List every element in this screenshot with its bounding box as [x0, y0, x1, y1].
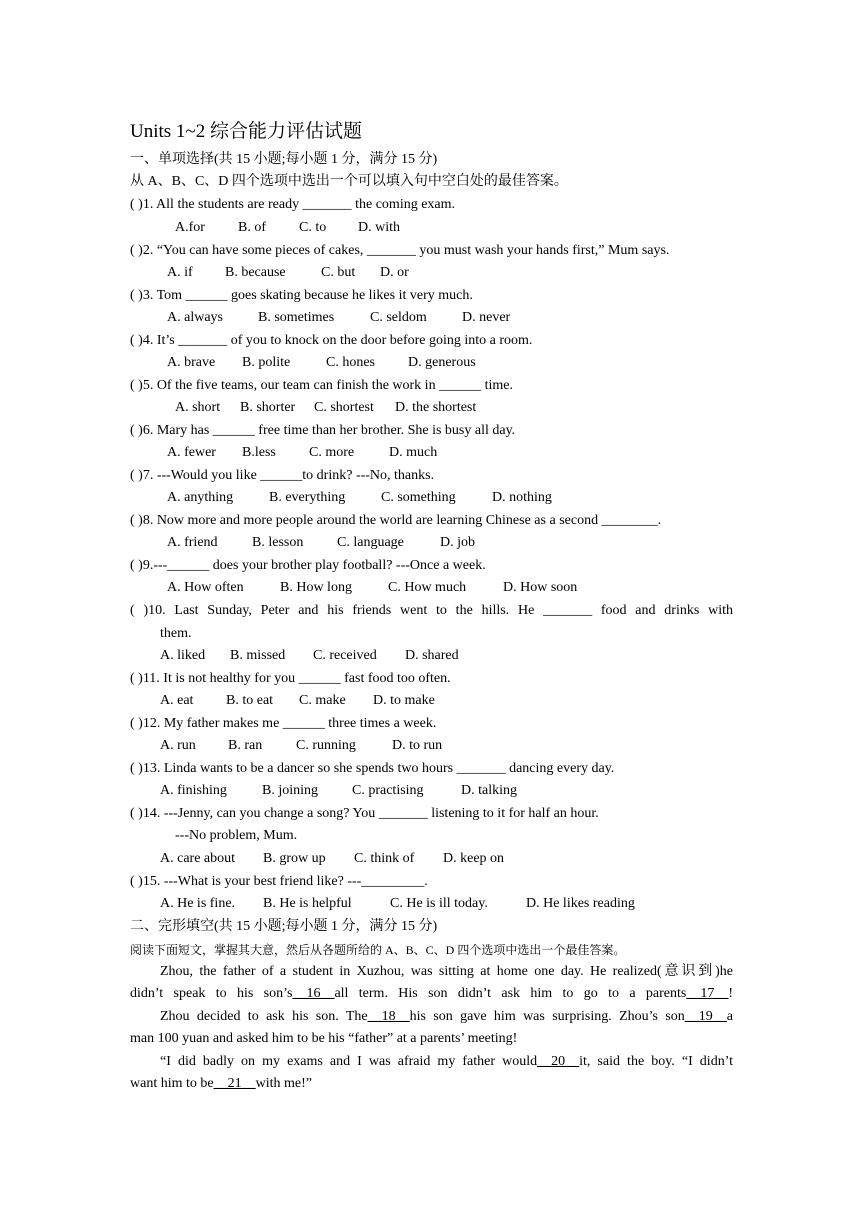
option-b: B. grow up [263, 851, 326, 866]
option-b: B. missed [230, 648, 286, 663]
option-c: C. How much [388, 580, 467, 595]
option-b: B. to eat [226, 693, 274, 708]
passage-text: a [726, 1009, 733, 1024]
passage-text: “I did badly on my exams and I was afraid my father would [160, 1054, 538, 1069]
passage-line: Zhou, the father of a student in Xuzhou, was sitting at home one day. He realized(意识到)he [160, 964, 733, 979]
passage-text: it, said the boy. “I didn’t [579, 1054, 733, 1069]
option-c: C. running [296, 738, 356, 753]
question-4: ( )4. It’s _______ of you to knock on the door before going into a room. [130, 333, 533, 348]
blank-19: __19__ [684, 1009, 727, 1024]
passage-text: all term. His son didn’t ask him to go to a parents [334, 986, 687, 1001]
option-c: C. more [309, 445, 355, 460]
option-c: C. to [299, 220, 327, 235]
blank-17: __17__ [686, 986, 729, 1001]
passage-line [160, 1053, 733, 1071]
option-d: D. to run [392, 738, 443, 753]
option-a: A. always [167, 310, 223, 325]
option-c: C. make [299, 693, 346, 708]
option-a: A. fewer [167, 445, 216, 460]
option-d: D. never [462, 310, 511, 325]
question-14: ( )14. ---Jenny, can you change a song? You _______ listening to it for half an hour. [130, 806, 599, 821]
question-1: ( )1. All the students are ready _______ the coming exam. [130, 197, 456, 212]
option-b: B. of [238, 220, 266, 235]
question-8: ( )8. Now more and more people around the world are learning Chinese as a second ________. [130, 513, 662, 528]
section1-heading: 一、单项选择(共 15 小题;每小题 1 分，满分 15 分) [130, 152, 438, 167]
option-b: B. How long [280, 580, 352, 595]
option-d: D. or [380, 265, 409, 280]
option-c: C. hones [326, 355, 375, 370]
question-15: ( )15. ---What is your best friend like? ---_________. [130, 874, 428, 889]
option-c: C. seldom [370, 310, 427, 325]
option-d: D. keep on [443, 851, 505, 866]
option-d: D. to make [373, 693, 435, 708]
option-c: C. something [381, 490, 456, 505]
question-6: ( )6. Mary has ______ free time than her brother. She is busy all day. [130, 423, 516, 438]
question-10-continued: them. [160, 626, 192, 641]
question-14-continued: ---No problem, Mum. [175, 828, 298, 843]
option-d: D. shared [405, 648, 459, 663]
option-d: D. talking [461, 783, 517, 798]
question-2: ( )2. “You can have some pieces of cakes, _______ you must wash your hands first,” Mum says. [130, 243, 670, 258]
passage-line [130, 985, 733, 1003]
option-b: B. everything [269, 490, 346, 505]
option-b: B. He is helpful [263, 896, 352, 911]
option-a: A. anything [167, 490, 234, 505]
option-b: B. shorter [240, 400, 296, 415]
question-3: ( )3. Tom ______ goes skating because he likes it very much. [130, 288, 473, 303]
option-b: B. polite [242, 355, 291, 370]
option-d: D. job [440, 535, 475, 550]
option-a: A. friend [167, 535, 218, 550]
option-c: C. think of [354, 851, 415, 866]
option-a: A. liked [160, 648, 206, 663]
passage-text: his son gave him was surprising. Zhou’s son [409, 1009, 685, 1024]
section1-instruction: 从 A、B、C、D 四个选项中选出一个可以填入句中空白处的最佳答案。 [130, 174, 568, 189]
passage-text: want him to be [130, 1076, 214, 1091]
option-c: C. practising [352, 783, 424, 798]
passage-text: Zhou decided to ask his son. The [160, 1009, 368, 1024]
question-5: ( )5. Of the five teams, our team can finish the work in ______ time. [130, 378, 513, 393]
option-a: A. if [167, 265, 193, 280]
option-d: D. nothing [492, 490, 552, 505]
question-11: ( )11. It is not healthy for you ______ fast food too often. [130, 671, 451, 686]
option-b: B. joining [262, 783, 319, 798]
option-a: A. short [175, 400, 221, 415]
section2-instruction: 阅读下面短文，掌握其大意，然后从各题所给的 A、B、C、D 四个选项中选出一个最佳答案。 [130, 943, 626, 957]
question-7: ( )7. ---Would you like ______to drink? ---No, thanks. [130, 468, 435, 483]
option-a: A. brave [167, 355, 216, 370]
option-c: C. language [337, 535, 404, 550]
option-d: D. much [389, 445, 438, 460]
option-a: A. He is fine. [160, 896, 236, 911]
blank-20: __20__ [537, 1054, 580, 1069]
option-a: A. eat [160, 693, 194, 708]
option-d: D. with [358, 220, 400, 235]
question-12: ( )12. My father makes me ______ three times a week. [130, 716, 437, 731]
option-b: B. ran [228, 738, 263, 753]
section2-heading: 二、完形填空(共 15 小题;每小题 1 分，满分 15 分) [130, 919, 438, 934]
option-a: A. How often [167, 580, 244, 595]
option-c: C. shortest [314, 400, 374, 415]
passage-text: ! [728, 986, 733, 1001]
passage-line [130, 1075, 312, 1093]
option-d: D. He likes reading [526, 896, 635, 911]
passage-line [160, 1008, 733, 1026]
page-title: Units 1~2 综合能力评估试题 [130, 121, 362, 142]
option-b: B. because [225, 265, 286, 280]
blank-18: __18__ [367, 1009, 410, 1024]
option-c: C. received [313, 648, 377, 663]
blank-21: __21__ [213, 1076, 256, 1091]
passage-text: didn’t speak to his son’s [130, 986, 293, 1001]
question-10: ( )10. Last Sunday, Peter and his friends went to the hills. He _______ food and drinks with [130, 603, 733, 618]
question-13: ( )13. Linda wants to be a dancer so she spends two hours _______ dancing every day. [130, 761, 615, 776]
option-d: D. the shortest [395, 400, 477, 415]
option-d: D. generous [408, 355, 476, 370]
option-c: C. He is ill today. [390, 896, 488, 911]
option-a: A. run [160, 738, 196, 753]
option-a: A. finishing [160, 783, 227, 798]
option-b: B. sometimes [258, 310, 335, 325]
option-a: A. care about [160, 851, 236, 866]
passage-line: man 100 yuan and asked him to be his “father” at a parents’ meeting! [130, 1031, 518, 1046]
option-d: D. How soon [503, 580, 578, 595]
option-c: C. but [321, 265, 356, 280]
passage-text: with me!” [255, 1076, 312, 1091]
option-b: B. lesson [252, 535, 304, 550]
option-a: A.for [175, 220, 205, 235]
question-9: ( )9.---______ does your brother play football? ---Once a week. [130, 558, 486, 573]
blank-16: __16__ [292, 986, 335, 1001]
option-b: B.less [242, 445, 276, 460]
